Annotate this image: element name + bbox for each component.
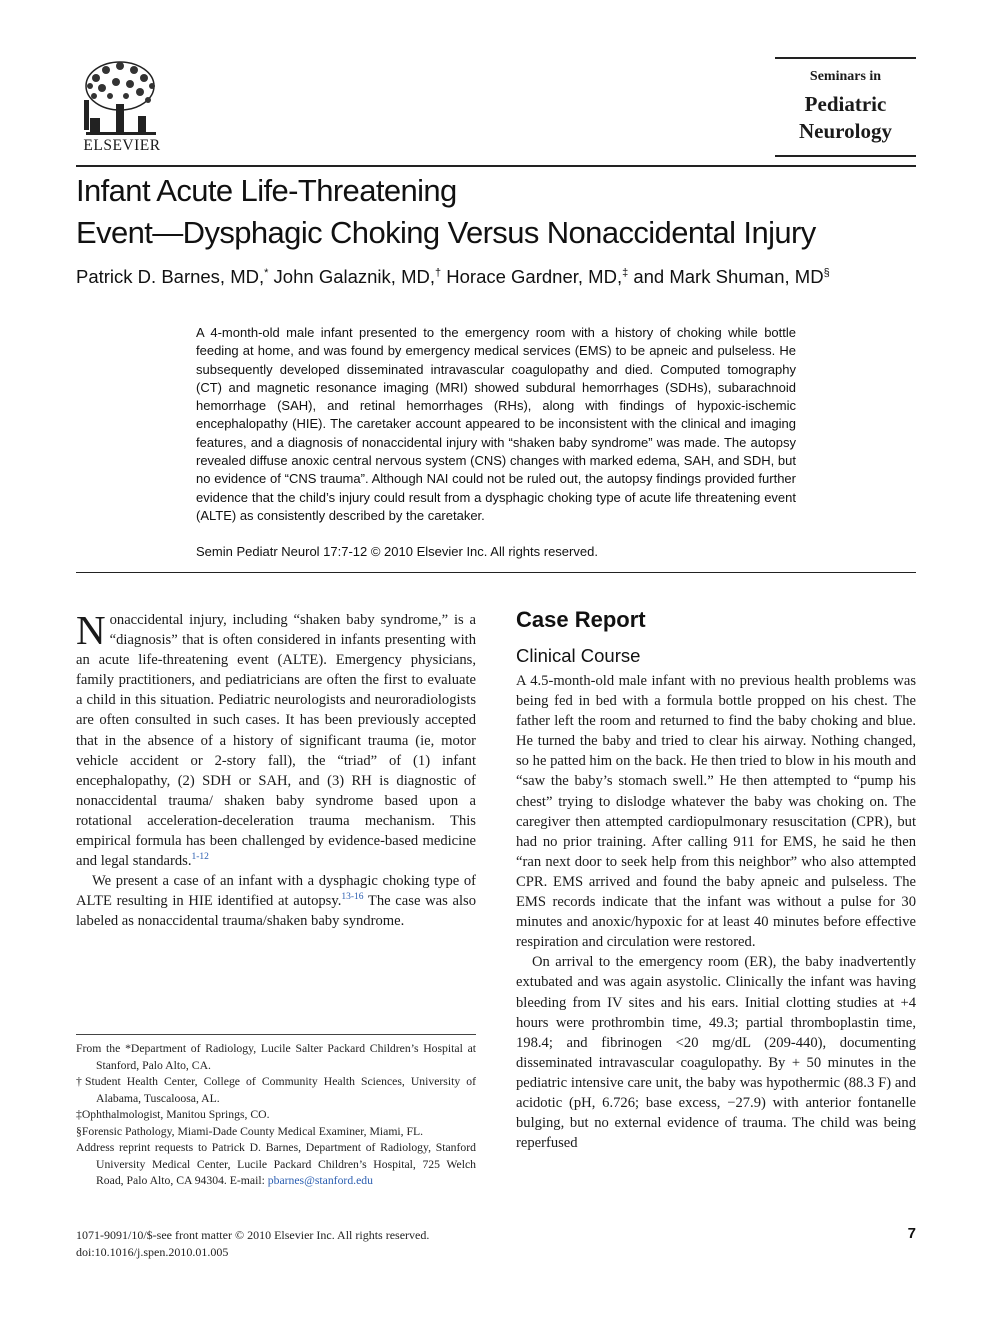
citation: Semin Pediatr Neurol 17:7-12 © 2010 Elsevier Inc. All rights reserved. <box>196 544 598 559</box>
abstract-rule <box>76 572 916 573</box>
correspondence-text: Address reprint requests to Patrick D. Barnes, Department of Radiology, Stanford University Medical Center, Lucile Packard Children’s Hospital, 725 Welch Road, Palo Alto, CA 94304. E-mail: <box>76 1141 476 1187</box>
article-title-line1: Infant Acute Life-Threatening <box>76 173 457 208</box>
intro-paragraph-1 <box>76 607 476 871</box>
author-4: and Mark Shuman, MD <box>628 266 824 287</box>
introduction <box>76 607 476 932</box>
affiliations <box>76 1041 476 1190</box>
section-heading-case-report: Case Report <box>516 607 646 632</box>
footnote-affiliation-2: †Student Health Center, College of Community Health Sciences, University of Alabama, Tuscaloosa, AL. <box>76 1075 476 1105</box>
article-title-line2: Event—Dysphagic Choking Versus Nonaccidental Injury <box>76 215 816 250</box>
author-3: Horace Gardner, MD, <box>441 266 623 287</box>
author-4-mark: § <box>823 266 830 279</box>
doi-line[interactable]: doi:10.1016/j.spen.2010.01.005 <box>76 1245 229 1259</box>
page-number: 7 <box>907 1225 916 1242</box>
footnote-affiliation-4: §Forensic Pathology, Miami-Dade County Medical Examiner, Miami, FL. <box>76 1124 424 1138</box>
author-3-mark: ‡ <box>622 266 629 279</box>
journal-masthead <box>775 57 916 157</box>
case-paragraph-1: A 4.5-month-old male infant with no previous health problems was being fed in bed with a formula bottle propped on his chest. The father left the room and returned to find the baby choking and blue. He turned the baby and tried to clear his airway. Nothing changed, so he patted him on the back. He then tried to blow in his mouth and “saw the baby’s stomach swell.” He then attempted to “pump his chest” trying to dislodge whatever the baby was choking on. The caregiver then attempted cardiopulmonary resuscitation (CPR), but had no prior training. After calling 911 for EMS, he said he then “ran next door to seek help from this neighbor” who also attempted CPR. EMS arrived and found the baby apneic and pulseless. The EMS records indicate that the infant was without a pulse for 30 minutes and anoxic/hypoxic for at least 40 minutes before effective respiration and circulation were restored. <box>516 673 916 951</box>
publisher-name: ELSEVIER <box>83 137 161 154</box>
author-2-mark: † <box>435 266 442 279</box>
issn-line: 1071-9091/10/$-see front matter © 2010 Elsevier Inc. All rights reserved. <box>76 1228 430 1242</box>
footnote-correspondence <box>76 1140 476 1190</box>
footnote-rule <box>76 1034 476 1035</box>
subsection-heading-clinical-course: Clinical Course <box>516 645 641 666</box>
drop-cap: N <box>76 607 106 653</box>
intro-p2a-text: We present a case of an infant with a dysphagic choking type of ALTE resulting in HIE identified at autopsy. <box>76 873 476 910</box>
author-2: John Galaznik, MD, <box>268 266 435 287</box>
footnote-affiliation-3: ‡Ophthalmologist, Manitou Springs, CO. <box>76 1108 270 1121</box>
case-report-body <box>516 671 916 1153</box>
intro-p1-text: onaccidental injury, including “shaken baby syndrome,” is a “diagnosis” that is often considered in infants presenting with an acute life-threatening event (ALTE). Emergency physicians, family practitioners, and pediatricians are often the first to evaluate a child in this situation. Pediatric neurologists and neuroradiologists are often consulted in such cases. It has been previously accepted that in the absence of a history of significant trauma (ie, motor vehicle accident or 2-story fall), the “triad” of (1) infant encephalopathy, (2) SDH or SAH, and (3) RH is diagnostic of nonaccidental trauma/ shaken baby syndrome based upon a rotational acceleration-deceleration trauma mechanism. This empirical formula has been challenged by evidence-based medicine and legal standards. <box>76 612 476 870</box>
reference-link[interactable]: 1-12 <box>191 852 209 863</box>
author-1-mark: * <box>264 266 269 279</box>
case-paragraph-2: On arrival to the emergency room (ER), the baby inadvertently extubated and was again asystolic. Clinically the infant was having bleeding from IV sites and his ears. Initial clotting studies at +4 hours were prothrombin time, 49.3; partial thromboplastin time, 198.4; and fibrinogen <20 mg/dL (209-440), documenting disseminated intravascular coagulopathy. By + 50 minutes in the pediatric intensive care unit, the baby was hypothermic (88.3 F) and acidotic (pH, 6.726; base excess, −27.9) with anterior fontanelle bulging, but no external evidence of trauma. The child was being reperfused <box>516 954 916 1152</box>
abstract: A 4-month-old male infant presented to the emergency room with a history of choking while bottle feeding at home, and was found by emergency medical services (EMS) to be apneic and pulseless. He subsequently developed disseminated intravascular coagulopathy and died. Computed tomography (CT) and magnetic resonance imaging (MRI) showed subdural hemorrhages (SDHs), subarachnoid hemorrhage (SAH), and retinal hemorrhages (RHs), along with findings of hypoxic-ischemic encephalopathy (HIE). The caretaker account appeared to be inconsistent with the clinical and imaging features, and a diagnosis of nonaccidental injury with “shaken baby syndrome” was made. The autopsy revealed diffuse anoxic central nervous system (CNS) changes with marked edema, SAH, and SDH, but no evidence of “CNS trauma”. Although NAI could not be ruled out, the autopsy findings provided further evidence that the child’s injury could result from a dysphagic choking type of acute life threatening event (ALTE) as consistently described by the caretaker. <box>196 325 796 523</box>
author-1: Patrick D. Barnes, MD, <box>76 266 265 287</box>
journal-title-line3: Neurology <box>799 119 892 143</box>
footnote-affiliation-1: From the *Department of Radiology, Lucile Salter Packard Children’s Hospital at Stanford, Palo Alto, CA. <box>76 1042 476 1072</box>
intro-p2b-text: The case was also labeled as nonaccidental trauma/shaken baby syndrome. <box>76 893 476 930</box>
intro-paragraph-2 <box>76 871 476 931</box>
header-rule <box>76 165 916 167</box>
journal-title-line2: Pediatric <box>804 92 887 116</box>
reference-link[interactable]: 13-16 <box>341 892 364 903</box>
email-link[interactable]: pbarnes@stanford.edu <box>267 1174 373 1187</box>
author-list <box>76 266 916 288</box>
journal-title-line1: Seminars in <box>809 69 882 84</box>
